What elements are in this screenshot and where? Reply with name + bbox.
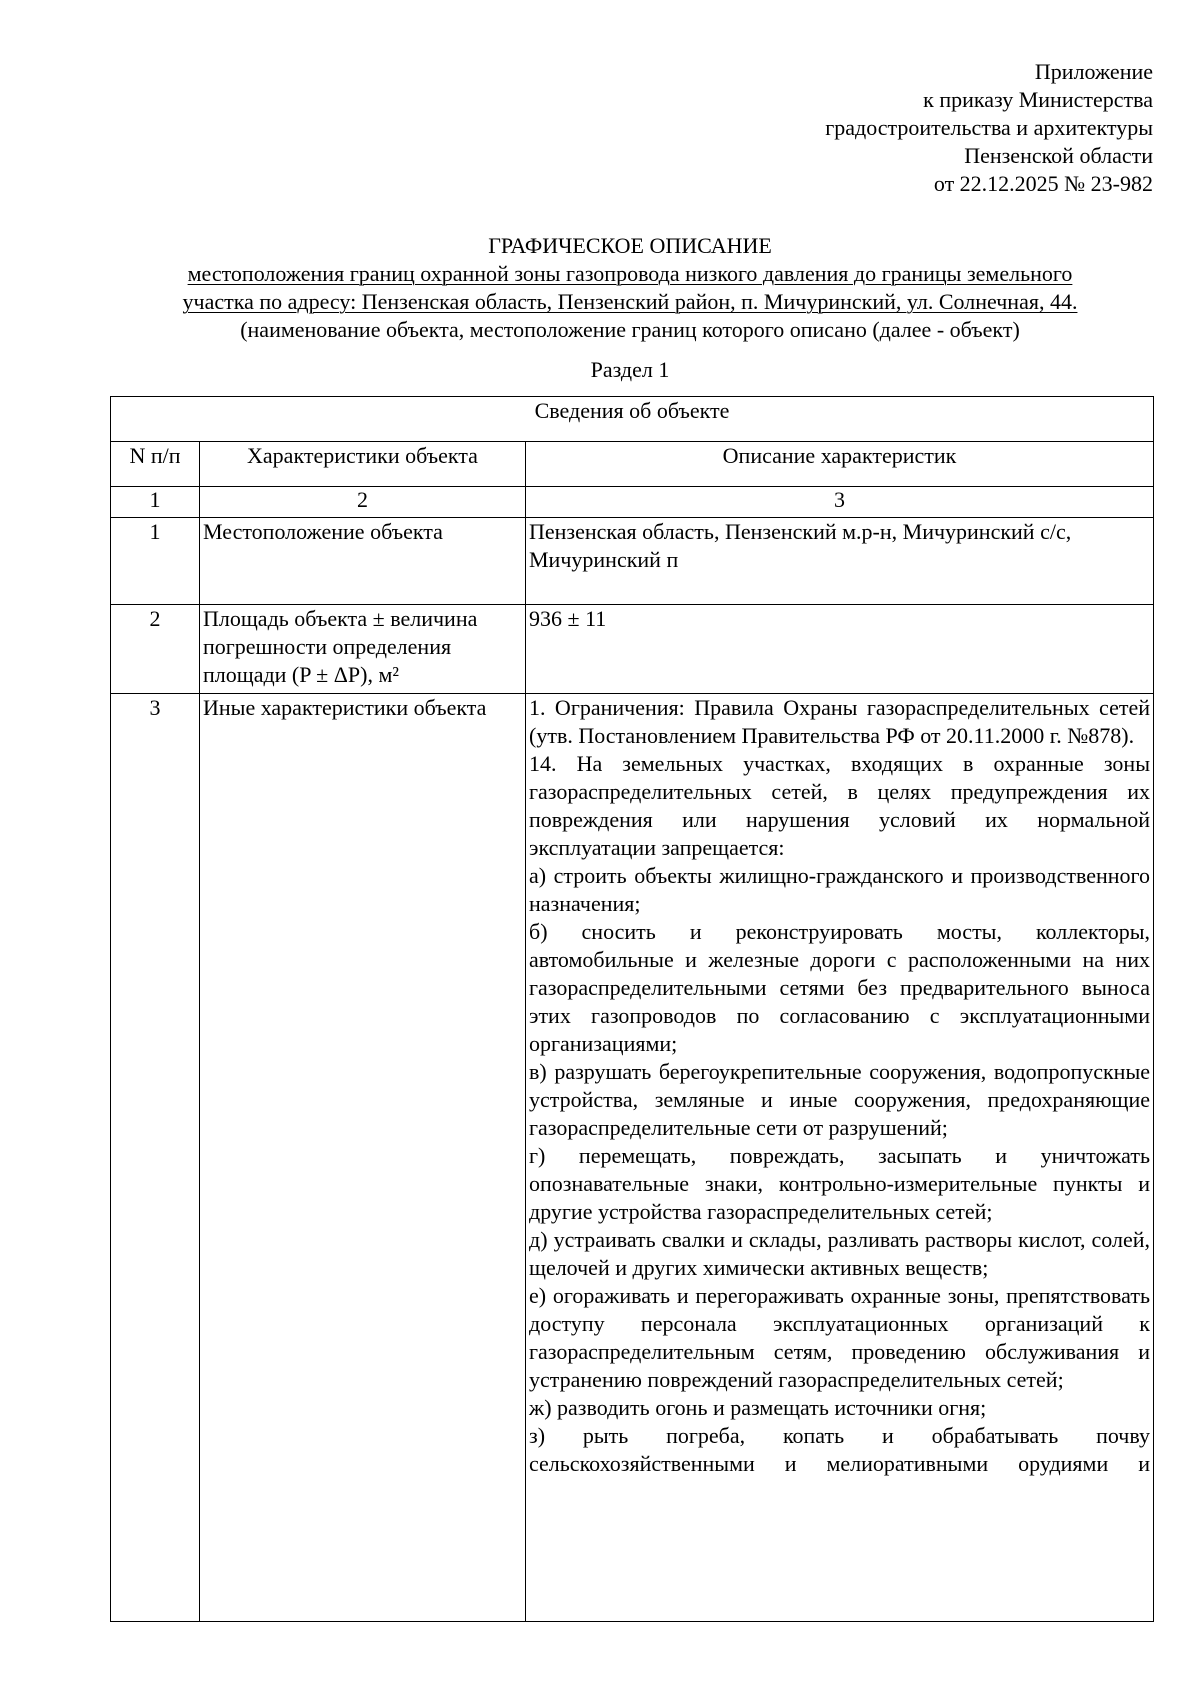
document-title: ГРАФИЧЕСКОЕ ОПИСАНИЕ bbox=[488, 233, 772, 258]
table-row bbox=[111, 694, 1154, 1622]
restriction-paragraph: 14. На земельных участках, входящих в охранные зоны газораспределительных сетей, в целях предупреждения их повреждения или нарушения условий их нормальной эксплуатации запрещается: bbox=[529, 751, 1150, 860]
column-header-characteristic: Характеристики объекта bbox=[200, 442, 526, 487]
row-description: Пензенская область, Пензенский м.р-н, Мичуринский с/с, Мичуринский п bbox=[526, 518, 1154, 605]
row-description: 936 ± 11 bbox=[526, 605, 1154, 694]
approval-line-1: Приложение bbox=[1034, 59, 1153, 84]
row-number: 1 bbox=[111, 518, 200, 605]
object-info-table bbox=[110, 396, 1154, 1622]
document-subtitle-line-2: участка по адресу: Пензенская область, Пензенский район, п. Мичуринский, ул. Солнечная, 44. bbox=[182, 289, 1078, 314]
approval-line-3: градостроительства и архитектуры bbox=[825, 115, 1153, 140]
row-number: 3 bbox=[111, 694, 200, 1622]
row-characteristic: Местоположение объекта bbox=[200, 518, 526, 605]
document-subtitle bbox=[110, 260, 1150, 316]
restriction-paragraph: е) огораживать и перегораживать охранные зоны, препятствовать доступу персонала эксплуатационных организаций к газораспределительным сетям, проведению обслуживания и устранению повреждений газораспределительных сетей; bbox=[529, 1283, 1150, 1392]
table-title-row bbox=[111, 397, 1154, 442]
approval-line-5: от 22.12.2025 № 23-982 bbox=[933, 171, 1153, 196]
table-row bbox=[111, 518, 1154, 605]
restriction-paragraph: г) перемещать, повреждать, засыпать и уничтожать опознавательные знаки, контрольно-измерительные пункты и другие устройства газораспределительных сетей; bbox=[529, 1143, 1150, 1224]
column-header-number: N п/п bbox=[111, 442, 200, 487]
approval-line-4: Пензенской области bbox=[964, 143, 1153, 168]
row-characteristic: Площадь объекта ± величина погрешности определения площади (P ± ΔP), м² bbox=[200, 605, 526, 694]
row-characteristic: Иные характеристики объекта bbox=[200, 694, 526, 1622]
restriction-paragraph: д) устраивать свалки и склады, разливать растворы кислот, солей, щелочей и других химически активных веществ; bbox=[529, 1227, 1150, 1280]
approval-line-2: к приказу Министерства bbox=[923, 87, 1153, 112]
column-number-row bbox=[111, 487, 1154, 518]
document-caption: (наименование объекта, местоположение границ которого описано (далее - объект) bbox=[240, 317, 1020, 342]
restriction-paragraph: 1. Ограничения: Правила Охраны газораспределительных сетей (утв. Постановлением Правительства РФ от 20.11.2000 г. №878). bbox=[529, 695, 1150, 748]
restriction-paragraph: а) строить объекты жилищно-гражданского и производственного назначения; bbox=[529, 863, 1150, 916]
column-number-1: 1 bbox=[111, 487, 200, 518]
column-number-2: 2 bbox=[200, 487, 526, 518]
approval-block bbox=[733, 58, 1153, 198]
table-header-row bbox=[111, 442, 1154, 487]
restriction-paragraph: ж) разводить огонь и размещать источники огня; bbox=[529, 1395, 987, 1420]
table-title: Сведения об объекте bbox=[111, 397, 1154, 442]
row-number: 2 bbox=[111, 605, 200, 694]
restriction-paragraph: б) сносить и реконструировать мосты, коллекторы, автомобильные и железные дороги с расположенными на них газораспределительными сетями без предварительного выноса этих газопроводов по согласованию с эксплуатационными организациями; bbox=[529, 919, 1150, 1056]
column-number-3: 3 bbox=[526, 487, 1154, 518]
column-header-description: Описание характеристик bbox=[526, 442, 1154, 487]
restriction-paragraph: в) разрушать берегоукрепительные сооружения, водопропускные устройства, земляные и иные сооружения, предохраняющие газораспределительные сети от разрушений; bbox=[529, 1059, 1150, 1140]
row-description bbox=[526, 694, 1154, 1622]
restriction-paragraph: з) рыть погреба, копать и обрабатывать почву сельскохозяйственными и мелиоративными орудиями и bbox=[529, 1423, 1150, 1476]
table-row bbox=[111, 605, 1154, 694]
document-subtitle-line-1: местоположения границ охранной зоны газопровода низкого давления до границы земельного bbox=[187, 261, 1073, 286]
section-label: Раздел 1 bbox=[590, 357, 670, 382]
